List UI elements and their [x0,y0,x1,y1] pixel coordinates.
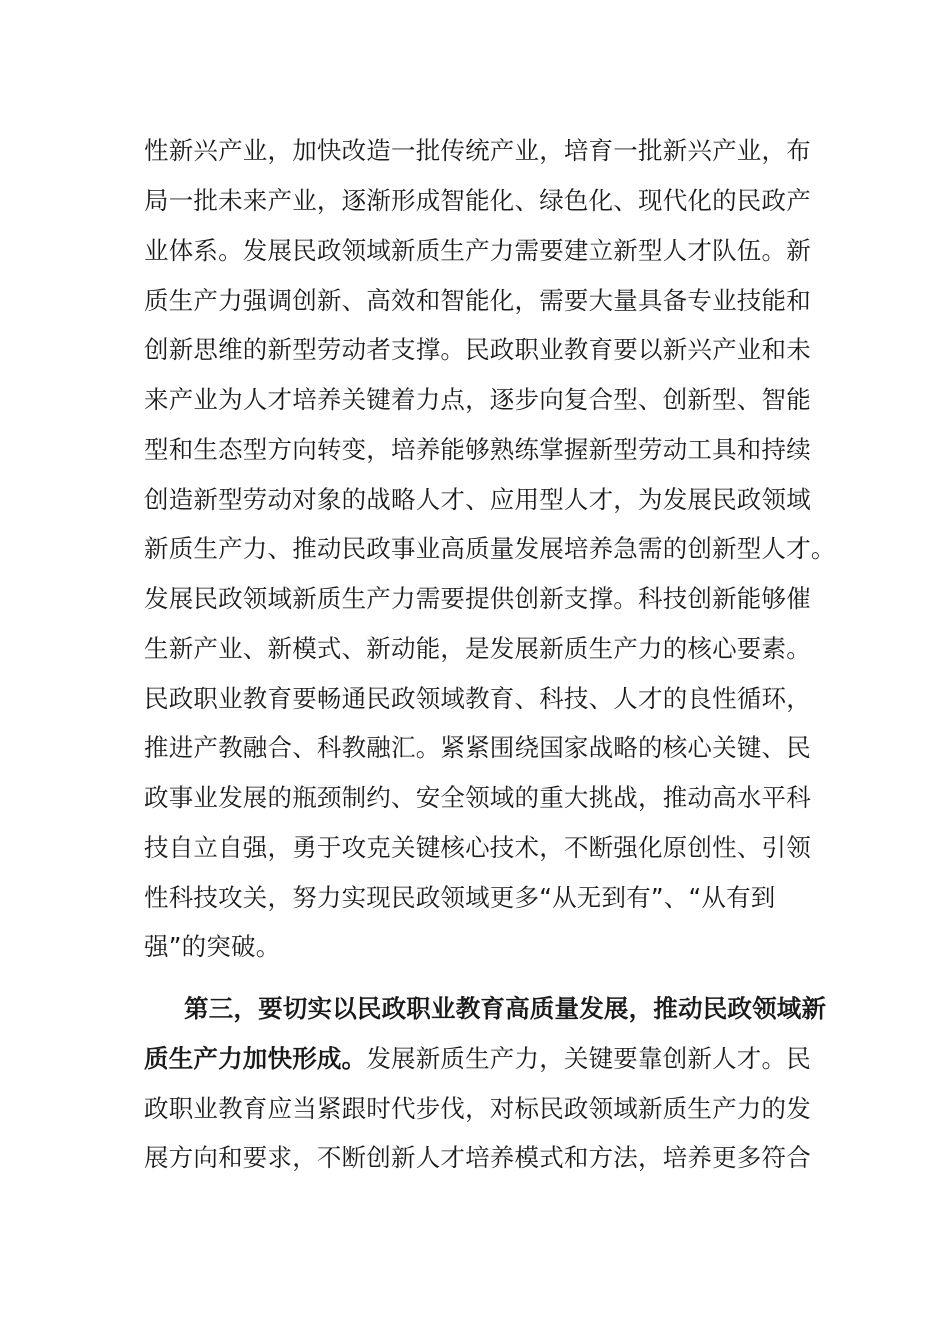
text-line: 展方向和要求，不断创新人才培养模式和方法，培养更多符合 [144,1143,811,1172]
text-line: 性新兴产业，加快改造一批传统产业，培育一批新兴产业，布 [144,136,811,165]
text-line: 性科技攻关，努力实现民政领域更多“从无到有”、“从有到 [144,883,776,912]
text-line: 型和生态型方向转变，培养能够熟练掌握新型劳动工具和持续 [144,435,811,464]
text-span: 发展新质生产力，关键要靠创新人才。民 [366,1044,811,1073]
text-line: 质生产力强调创新、高效和智能化，需要大量具备专业技能和 [144,286,811,315]
text-line: 新质生产力、推动民政事业高质量发展培养急需的创新型人才。 [144,534,836,563]
text-line: 发展民政领域新质生产力需要提供创新支撑。科技创新能够催 [144,584,811,613]
text-line: 民政职业教育要畅通民政领域教育、科技、人才的良性循环， [144,684,811,713]
text-line: 来产业为人才培养关键着力点，逐步向复合型、创新型、智能 [144,385,811,414]
text-line: 技自立自强，勇于攻克关键核心技术，不断强化原创性、引领 [144,833,811,862]
text-line: 强”的突破。 [144,932,281,961]
text-line: 创新思维的新型劳动者支撑。民政职业教育要以新兴产业和未 [144,335,811,364]
text-line: 生新产业、新模式、新动能，是发展新质生产力的核心要素。 [144,634,811,663]
text-line-mixed [144,1034,824,1084]
text-line: 业体系。发展民政领域新质生产力需要建立新型人才队伍。新 [144,236,811,265]
text-line: 推进产教融合、科教融汇。紧紧围绕国家战略的核心关键、民 [144,733,811,762]
text-line: 政事业发展的瓶颈制约、安全领域的重大挑战，推动高水平科 [144,783,811,812]
text-line: 政职业教育应当紧跟时代步伐，对标民政领域新质生产力的发 [144,1094,811,1123]
text-line: 局一批未来产业，逐渐形成智能化、绿色化、现代化的民政产 [144,186,811,215]
section-heading-line: 第三，要切实以民政职业教育高质量发展，推动民政领域新 [184,994,827,1023]
section-heading-end: 质生产力加快形成。 [144,1044,367,1073]
text-line: 创造新型劳动对象的战略人才、应用型人才，为发展民政领域 [144,485,811,514]
